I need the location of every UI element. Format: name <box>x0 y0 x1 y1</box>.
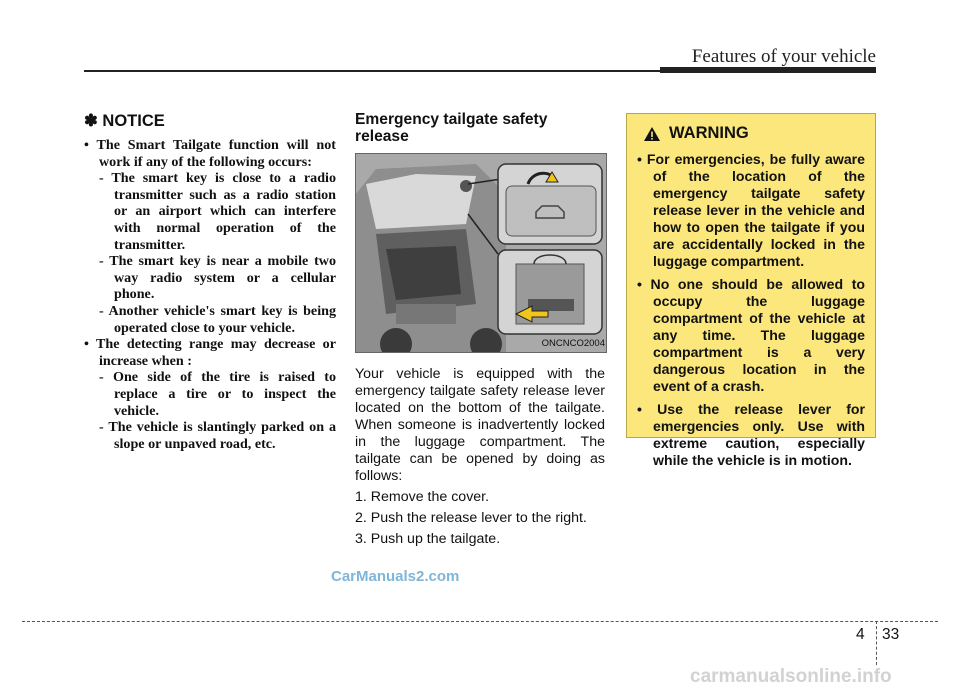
warning-item: • Use the release lever for emergencies only. Use with extreme caution, especially while the vehicle is in motion. <box>637 401 865 468</box>
notice-subitem: - Another vehicle's smart key is being operated close to your vehicle. <box>99 302 336 336</box>
page-number: 33 <box>882 626 900 643</box>
tailgate-illustration <box>356 154 606 352</box>
notice-subitem: - The smart key is near a mobile two way radio system or a cellular phone. <box>99 253 336 303</box>
footer-site-watermark: carmanualsonline.info <box>690 666 892 687</box>
section-title: Features of your vehicle <box>691 46 876 67</box>
header-rule <box>84 70 876 72</box>
notice-subitem: - One side of the tire is raised to replace a tire or to inspect the vehicle. <box>99 369 336 419</box>
watermark-link[interactable]: CarManuals2.com <box>331 568 460 585</box>
warning-box <box>626 113 876 468</box>
notice-item: • The detecting range may decrease or increase when : <box>84 336 336 369</box>
notice-item: • The Smart Tailgate function will not work if any of the following occurs: <box>84 137 336 170</box>
chapter-number: 4 <box>856 626 865 643</box>
notice-title: ✽ NOTICE <box>84 112 165 130</box>
emergency-description: Your vehicle is equipped with the emergency tailgate safety release lever located on the bottom of the tailgate. When someone is inadvertently locked in the luggage compartment. The tailgate can be opened by doing as follows: <box>355 366 605 484</box>
notice-subitem: - The vehicle is slantingly parked on a slope or unpaved road, etc. <box>99 419 336 452</box>
emergency-title: Emergency tailgate safety release <box>355 111 548 145</box>
warning-title: WARNING <box>669 124 749 142</box>
warning-item: • No one should be allowed to occupy the luggage compartment of the vehicle at any time. The luggage compartment is a very dangerous location in the event of a crash. <box>637 276 865 394</box>
emergency-column <box>355 111 605 548</box>
footer-rule <box>22 621 938 622</box>
warning-triangle-icon <box>643 126 661 142</box>
tailgate-release-figure <box>355 153 607 353</box>
warning-header <box>643 124 865 143</box>
notice-list <box>84 137 336 452</box>
warning-item: • For emergencies, be fully aware of the location of the emergency tailgate safety release lever in the vehicle and how to open the tailgate if you are accidentally locked in the luggage compartment. <box>637 151 865 269</box>
figure-caption: ONCNCO2004 <box>541 338 605 349</box>
notice-column <box>84 111 336 452</box>
step-item: 2. Push the release lever to the right. <box>355 510 587 526</box>
step-item: 1. Remove the cover. <box>355 489 490 505</box>
footer-divider <box>876 621 877 665</box>
step-item: 3. Push up the tailgate. <box>355 531 501 547</box>
notice-subitem: - The smart key is close to a radio transmitter such as a radio station or an airport which can interfere with normal operation of the transmitter. <box>99 170 336 253</box>
